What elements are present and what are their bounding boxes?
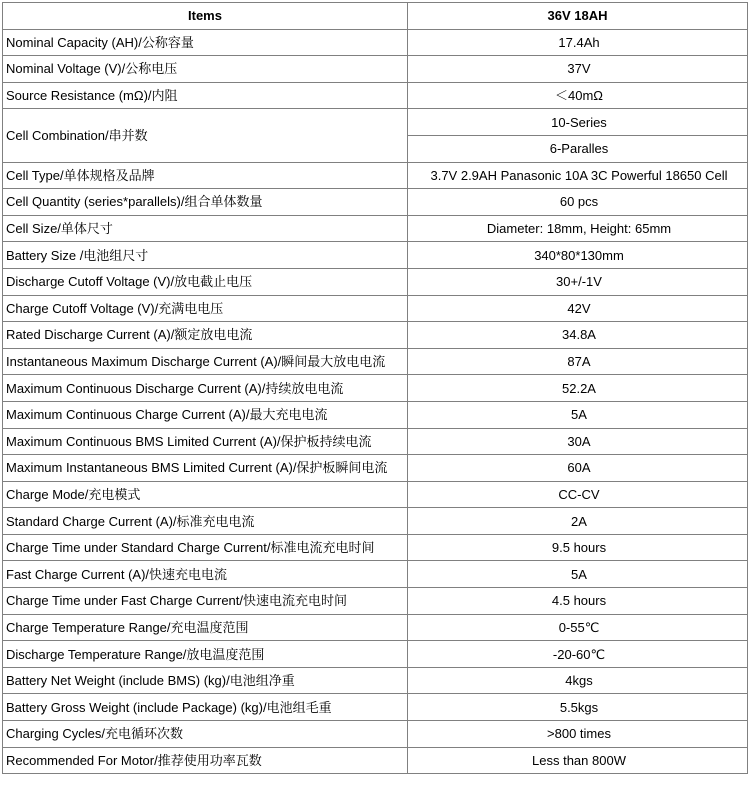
- table-row: [3, 455, 748, 482]
- table-row: [3, 667, 748, 694]
- spec-table: [2, 2, 748, 774]
- table-row: [3, 534, 748, 561]
- table-row: [3, 614, 748, 641]
- row-value: 4.5 hours: [408, 588, 748, 615]
- row-label: Cell Combination/串并数: [3, 109, 408, 162]
- table-row: [3, 721, 748, 748]
- row-value: 3.7V 2.9AH Panasonic 10A 3C Powerful 18650 Cell: [408, 162, 748, 189]
- row-label: Battery Net Weight (include BMS) (kg)/电池组净重: [3, 667, 408, 694]
- table-row: [3, 189, 748, 216]
- row-value: CC-CV: [408, 481, 748, 508]
- row-label: Instantaneous Maximum Discharge Current (A)/瞬间最大放电电流: [3, 348, 408, 375]
- row-value: 2A: [408, 508, 748, 535]
- table-row: [3, 375, 748, 402]
- table-row: [3, 481, 748, 508]
- row-label: Charge Cutoff Voltage (V)/充满电电压: [3, 295, 408, 322]
- row-value: 5A: [408, 561, 748, 588]
- row-label: Battery Gross Weight (include Package) (kg)/电池组毛重: [3, 694, 408, 721]
- row-label: Battery Size /电池组尺寸: [3, 242, 408, 269]
- row-value: 30+/-1V: [408, 268, 748, 295]
- row-value: 17.4Ah: [408, 29, 748, 56]
- row-value: 6-Paralles: [408, 135, 748, 162]
- table-row: [3, 641, 748, 668]
- row-label: Rated Discharge Current (A)/额定放电电流: [3, 322, 408, 349]
- row-value: >800 times: [408, 721, 748, 748]
- row-value: Less than 800W: [408, 747, 748, 774]
- table-body: [3, 29, 748, 774]
- row-label: Standard Charge Current (A)/标准充电电流: [3, 508, 408, 535]
- header-items: Items: [3, 3, 408, 30]
- row-value: 37V: [408, 56, 748, 83]
- row-label: Charge Time under Standard Charge Current/标准电流充电时间: [3, 534, 408, 561]
- table-row: [3, 242, 748, 269]
- row-value: 9.5 hours: [408, 534, 748, 561]
- row-label: Recommended For Motor/推荐使用功率瓦数: [3, 747, 408, 774]
- row-value: ＜40mΩ: [408, 82, 748, 109]
- row-label: Discharge Temperature Range/放电温度范围: [3, 641, 408, 668]
- row-value: 34.8A: [408, 322, 748, 349]
- table-row: [3, 29, 748, 56]
- row-value: 10-Series: [408, 109, 748, 136]
- row-value: 340*80*130mm: [408, 242, 748, 269]
- row-value: 5.5kgs: [408, 694, 748, 721]
- row-label: Cell Size/单体尺寸: [3, 215, 408, 242]
- table-row: [3, 508, 748, 535]
- table-row: [3, 561, 748, 588]
- header-model: 36V 18AH: [408, 3, 748, 30]
- table-row: [3, 694, 748, 721]
- table-row: [3, 348, 748, 375]
- row-value: 42V: [408, 295, 748, 322]
- table-row: [3, 295, 748, 322]
- table-row: [3, 428, 748, 455]
- row-value: 30A: [408, 428, 748, 455]
- row-label: Cell Type/单体规格及品牌: [3, 162, 408, 189]
- table-row: [3, 109, 748, 136]
- row-label: Charge Mode/充电模式: [3, 481, 408, 508]
- row-value: 52.2A: [408, 375, 748, 402]
- table-row: [3, 588, 748, 615]
- row-value: -20-60℃: [408, 641, 748, 668]
- row-value: 5A: [408, 401, 748, 428]
- row-value: 4kgs: [408, 667, 748, 694]
- table-row: [3, 322, 748, 349]
- row-value: 60A: [408, 455, 748, 482]
- row-label: Charge Temperature Range/充电温度范围: [3, 614, 408, 641]
- table-row: [3, 82, 748, 109]
- row-label: Maximum Continuous Charge Current (A)/最大充电电流: [3, 401, 408, 428]
- row-label: Charging Cycles/充电循环次数: [3, 721, 408, 748]
- row-label: Cell Quantity (series*parallels)/组合单体数量: [3, 189, 408, 216]
- table-row: [3, 268, 748, 295]
- row-label: Maximum Continuous Discharge Current (A)/持续放电电流: [3, 375, 408, 402]
- row-label: Maximum Instantaneous BMS Limited Current (A)/保护板瞬间电流: [3, 455, 408, 482]
- row-value: 60 pcs: [408, 189, 748, 216]
- table-header-row: [3, 3, 748, 30]
- row-label: Fast Charge Current (A)/快速充电电流: [3, 561, 408, 588]
- row-label: Nominal Voltage (V)/公称电压: [3, 56, 408, 83]
- row-value: 87A: [408, 348, 748, 375]
- row-value: 0-55℃: [408, 614, 748, 641]
- table-row: [3, 215, 748, 242]
- table-row: [3, 162, 748, 189]
- row-label: Discharge Cutoff Voltage (V)/放电截止电压: [3, 268, 408, 295]
- row-label: Charge Time under Fast Charge Current/快速电流充电时间: [3, 588, 408, 615]
- table-row: [3, 401, 748, 428]
- row-label: Nominal Capacity (AH)/公称容量: [3, 29, 408, 56]
- row-label: Maximum Continuous BMS Limited Current (A)/保护板持续电流: [3, 428, 408, 455]
- row-value: Diameter: 18mm, Height: 65mm: [408, 215, 748, 242]
- row-label: Source Resistance (mΩ)/内阻: [3, 82, 408, 109]
- table-row: [3, 747, 748, 774]
- table-row: [3, 56, 748, 83]
